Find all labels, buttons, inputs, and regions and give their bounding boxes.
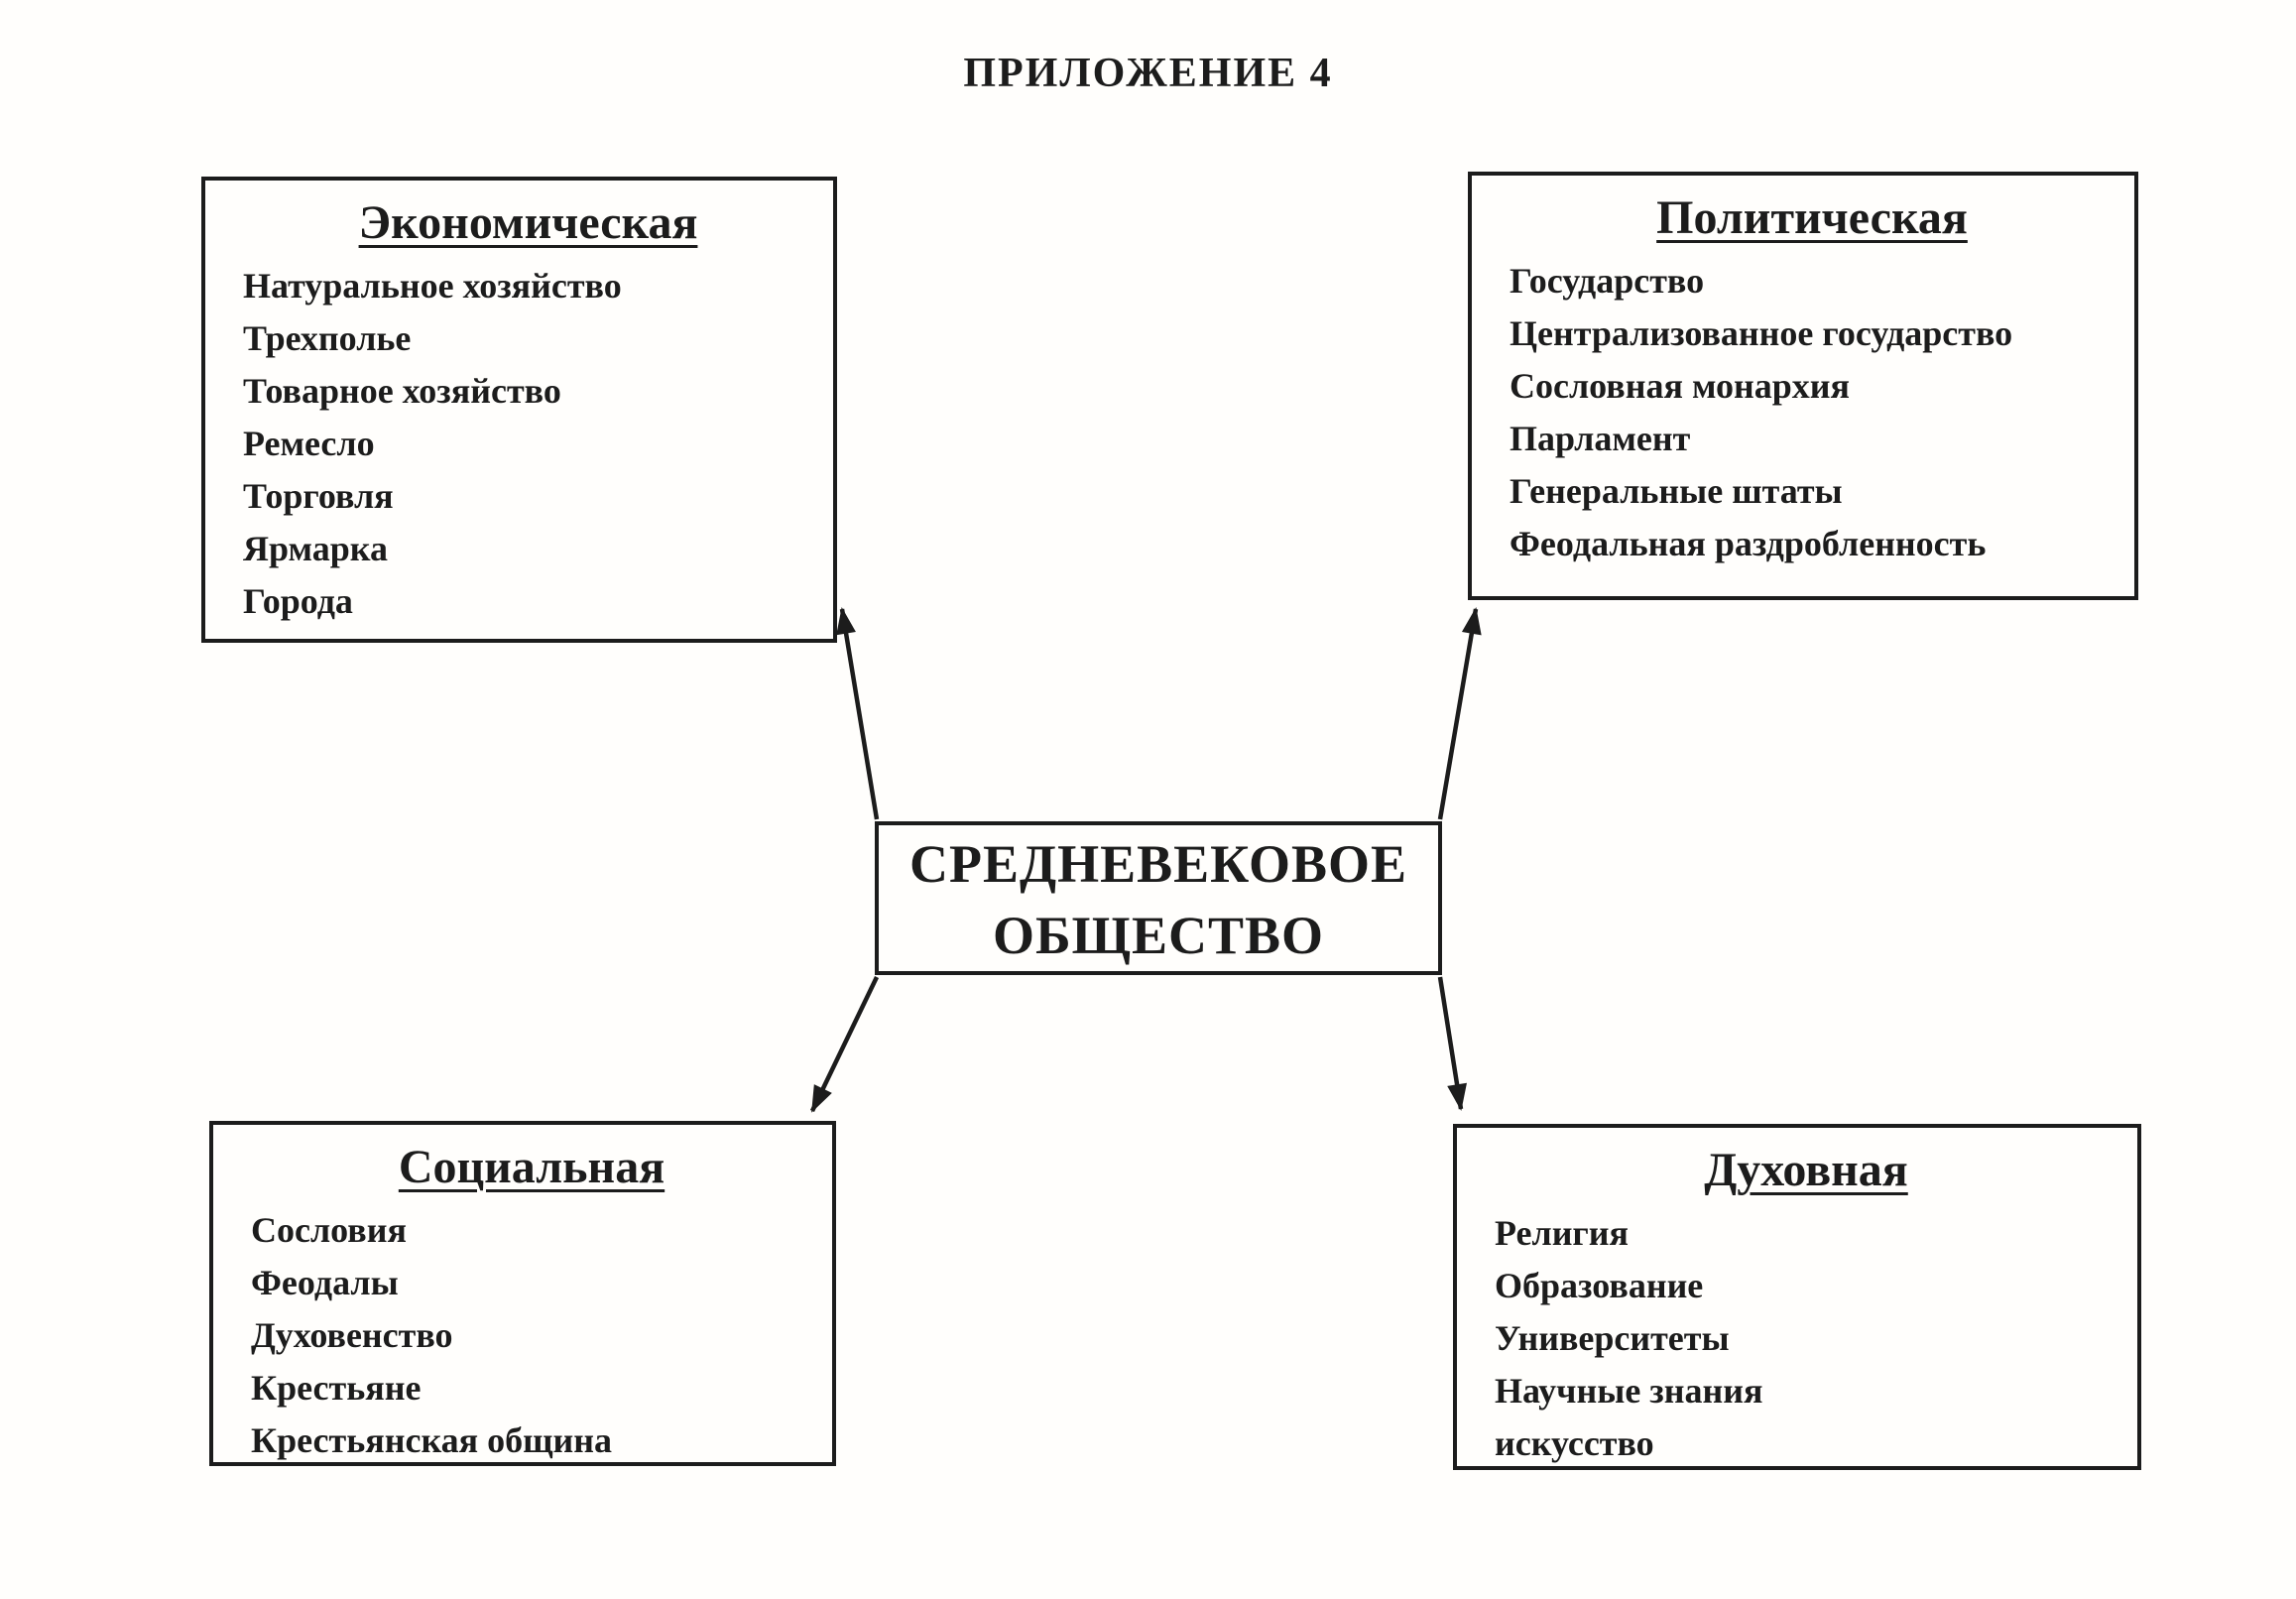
center-box-line2: ОБЩЕСТВО bbox=[992, 906, 1325, 965]
arrow-center-to-social bbox=[812, 977, 877, 1111]
social-sphere-box bbox=[209, 1121, 836, 1466]
category-item: Натуральное хозяйство bbox=[243, 266, 622, 306]
category-item: Парламент bbox=[1510, 419, 1691, 458]
center-box-line1: СРЕДНЕВЕКОВОЕ bbox=[908, 834, 1408, 894]
spiritual-sphere-box bbox=[1453, 1124, 2141, 1470]
economic-sphere-items bbox=[243, 260, 813, 628]
category-item: Города bbox=[243, 581, 353, 621]
arrow-center-to-economic bbox=[842, 609, 877, 819]
category-item: Духовенство bbox=[251, 1315, 453, 1355]
category-item: Государство bbox=[1510, 261, 1705, 301]
economic-sphere-title: Экономическая bbox=[358, 196, 698, 249]
category-item: Товарное хозяйство bbox=[243, 371, 561, 411]
category-item: Централизованное государство bbox=[1510, 313, 2013, 353]
spiritual-sphere-title: Духовная bbox=[1704, 1144, 1908, 1196]
category-item: Научные знания bbox=[1495, 1371, 1763, 1411]
category-item: Феодальная раздробленность bbox=[1510, 524, 1987, 563]
category-item: Сословия bbox=[251, 1210, 407, 1250]
category-item: искусство bbox=[1495, 1423, 1654, 1463]
category-item: Торговля bbox=[243, 476, 394, 516]
political-sphere-box bbox=[1468, 172, 2138, 600]
social-sphere-items bbox=[251, 1204, 812, 1467]
political-sphere-items bbox=[1510, 255, 2115, 570]
category-item: Генеральные штаты bbox=[1510, 471, 1843, 511]
page-title: ПРИЛОЖЕНИЕ 4 bbox=[963, 51, 1333, 96]
arrow-center-to-spiritual bbox=[1440, 977, 1461, 1109]
category-item: Сословная монархия bbox=[1510, 366, 1850, 406]
category-item: Университеты bbox=[1495, 1318, 1730, 1358]
category-item: Ярмарка bbox=[243, 529, 388, 568]
political-sphere-title: Политическая bbox=[1656, 191, 1968, 244]
category-item: Крестьяне bbox=[251, 1368, 422, 1408]
spiritual-sphere-items bbox=[1495, 1207, 2117, 1470]
category-item: Религия bbox=[1495, 1213, 1629, 1253]
medieval-society-center-box bbox=[875, 821, 1442, 975]
arrow-center-to-political bbox=[1440, 609, 1476, 819]
category-item: Трехполье bbox=[243, 318, 412, 358]
category-item: Образование bbox=[1495, 1266, 1704, 1305]
category-item: Ремесло bbox=[243, 424, 375, 463]
social-sphere-title: Социальная bbox=[398, 1141, 665, 1193]
category-item: Феодалы bbox=[251, 1263, 399, 1302]
category-item: Крестьянская община bbox=[251, 1420, 612, 1460]
economic-sphere-box bbox=[201, 177, 837, 643]
